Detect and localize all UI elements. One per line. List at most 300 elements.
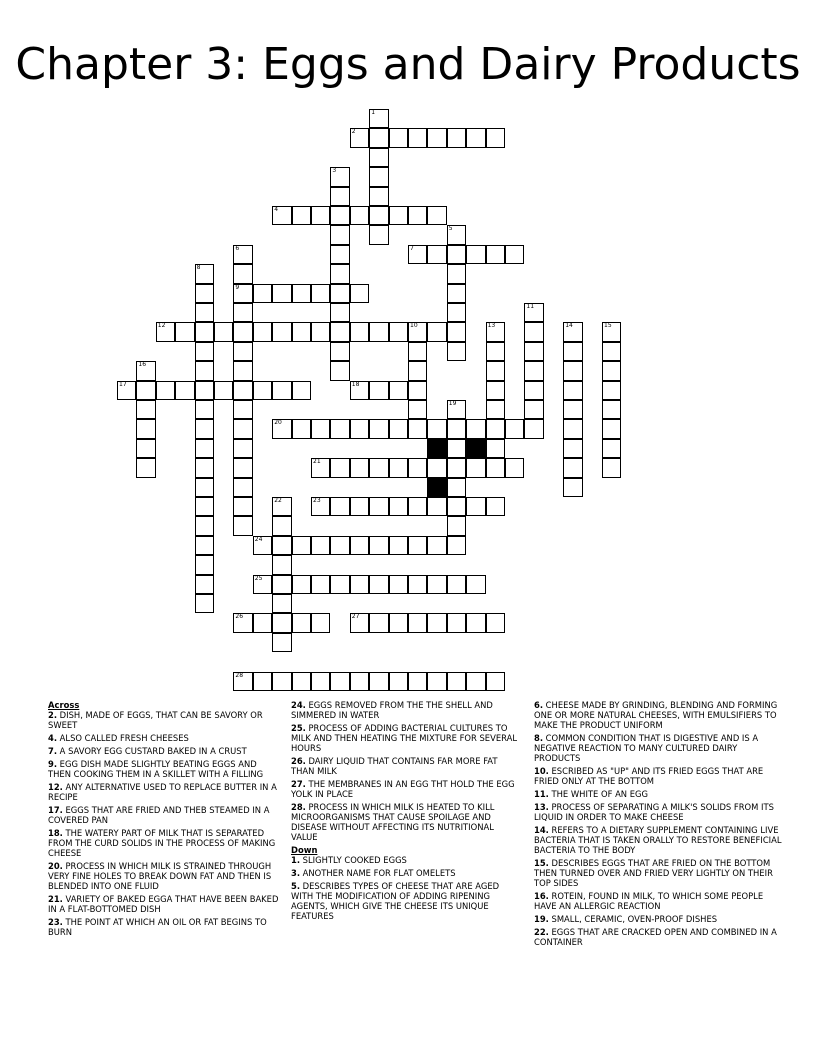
clue-number: 22	[274, 497, 282, 504]
grid-cell[interactable]	[563, 361, 582, 380]
clue-text: A SAVORY EGG CUSTARD BAKED IN A CRUST	[57, 746, 247, 756]
grid-cell[interactable]	[195, 516, 214, 535]
grid-cell[interactable]	[253, 284, 272, 303]
grid-cell[interactable]	[136, 381, 155, 400]
grid-cell[interactable]	[447, 225, 466, 244]
grid-cell[interactable]	[466, 613, 485, 632]
grid-cell[interactable]	[466, 458, 485, 477]
grid-cell[interactable]	[350, 672, 369, 691]
grid-cell[interactable]	[330, 225, 349, 244]
grid-cell[interactable]	[330, 303, 349, 322]
clue-number-label: 7.	[48, 746, 58, 756]
clue-text: PROCESS OF ADDING BACTERIAL CULTURES TO MILK AND THEN HEATING THE MIXTURE FOR SEVERAL HOURS	[291, 723, 517, 753]
grid-cell[interactable]	[195, 419, 214, 438]
grid-cell[interactable]	[330, 536, 349, 555]
grid-cell[interactable]	[505, 245, 524, 264]
grid-cell[interactable]	[330, 342, 349, 361]
clue-number-label: 4.	[48, 732, 58, 743]
grid-cell[interactable]	[563, 381, 582, 400]
grid-cell[interactable]	[389, 536, 408, 555]
grid-cell[interactable]	[563, 478, 582, 497]
clue-text: THE WATERY PART OF MILK THAT IS SEPARATED FROM THE CURD SOLIDS IN THE PROCESS OF MAKING CHEESE	[48, 828, 276, 858]
grid-cell[interactable]	[253, 381, 272, 400]
grid-cell[interactable]	[524, 400, 543, 419]
grid-cell[interactable]	[486, 458, 505, 477]
grid-cell[interactable]	[447, 458, 466, 477]
grid-cell[interactable]	[369, 419, 388, 438]
grid-cell[interactable]	[369, 497, 388, 516]
grid-cell[interactable]	[272, 633, 291, 652]
grid-cell[interactable]	[408, 575, 427, 594]
grid-cell[interactable]	[466, 245, 485, 264]
grid-cell[interactable]	[292, 613, 311, 632]
grid-cell[interactable]	[195, 400, 214, 419]
grid-cell[interactable]	[447, 672, 466, 691]
grid-cell[interactable]	[389, 672, 408, 691]
grid-cell[interactable]	[408, 497, 427, 516]
grid-cell[interactable]	[233, 419, 252, 438]
grid-cell[interactable]	[117, 381, 136, 400]
grid-cell[interactable]	[408, 245, 427, 264]
grid-cell[interactable]	[447, 575, 466, 594]
grid-cell[interactable]	[447, 613, 466, 632]
grid-cell[interactable]	[195, 264, 214, 283]
clue-item	[534, 767, 782, 787]
grid-cell[interactable]	[427, 575, 446, 594]
grid-cell[interactable]	[427, 536, 446, 555]
across-heading: Across	[48, 700, 80, 710]
clue-number-label: 8.	[534, 732, 544, 743]
grid-cell[interactable]	[389, 322, 408, 341]
clue-number: 18	[351, 380, 360, 388]
grid-cell[interactable]	[195, 497, 214, 516]
grid-cell[interactable]	[311, 672, 330, 691]
grid-cell[interactable]	[447, 342, 466, 361]
clue-number: 20	[274, 419, 282, 427]
grid-cell[interactable]	[272, 613, 291, 632]
grid-cell[interactable]	[389, 613, 408, 632]
grid-cell[interactable]	[195, 575, 214, 594]
grid-cell[interactable]	[427, 497, 446, 516]
clue-item	[48, 711, 280, 731]
grid-cell[interactable]	[272, 555, 291, 574]
grid-cell[interactable]	[563, 400, 582, 419]
clue-number: 1	[371, 109, 376, 116]
clue-text: DESCRIBES EGGS THAT ARE FRIED ON THE BOTTOM THEN TURNED OVER AND FRIED VERY LIGHTLY ON THEIR TOP SIDES	[534, 857, 773, 888]
grid-cell[interactable]	[466, 419, 485, 438]
grid-cell[interactable]	[195, 536, 214, 555]
grid-cell[interactable]	[602, 400, 621, 419]
grid-cell[interactable]	[195, 478, 214, 497]
grid-cell[interactable]	[330, 458, 349, 477]
grid-cell[interactable]	[408, 361, 427, 380]
grid-cell[interactable]	[350, 458, 369, 477]
grid-cell[interactable]	[486, 400, 505, 419]
grid-cell[interactable]	[136, 419, 155, 438]
grid-cell[interactable]	[272, 575, 291, 594]
grid-cell[interactable]	[389, 128, 408, 147]
grid-cell[interactable]	[195, 303, 214, 322]
grid-cell[interactable]	[311, 284, 330, 303]
grid-cell[interactable]	[195, 342, 214, 361]
grid-cell[interactable]	[272, 284, 291, 303]
grid-cell[interactable]	[311, 497, 330, 516]
clue-item	[534, 826, 782, 856]
grid-cell[interactable]	[311, 536, 330, 555]
grid-cell[interactable]	[447, 245, 466, 264]
grid-cell[interactable]	[524, 361, 543, 380]
grid-cell[interactable]	[447, 284, 466, 303]
grid-cell[interactable]	[563, 419, 582, 438]
grid-cell[interactable]	[136, 361, 155, 380]
clue-item	[291, 701, 523, 721]
grid-cell[interactable]	[233, 516, 252, 535]
grid-cell[interactable]	[369, 613, 388, 632]
down-clue-list	[291, 856, 523, 922]
grid-cell[interactable]	[486, 361, 505, 380]
grid-cell[interactable]	[408, 128, 427, 147]
grid-cell[interactable]	[195, 284, 214, 303]
grid-cell[interactable]	[447, 497, 466, 516]
grid-cell[interactable]	[389, 419, 408, 438]
grid-cell[interactable]	[524, 342, 543, 361]
grid-cell[interactable]	[486, 245, 505, 264]
grid-cell[interactable]	[233, 303, 252, 322]
grid-cell[interactable]	[330, 167, 349, 186]
grid-cell[interactable]	[524, 303, 543, 322]
grid-cell[interactable]	[195, 555, 214, 574]
grid-cell[interactable]	[272, 419, 291, 438]
grid-cell[interactable]	[427, 419, 446, 438]
grid-cell[interactable]	[466, 128, 485, 147]
grid-cell[interactable]	[330, 672, 349, 691]
grid-cell[interactable]	[408, 536, 427, 555]
grid-cell[interactable]	[233, 361, 252, 380]
clue-number-label: 11.	[534, 788, 549, 799]
grid-cell[interactable]	[292, 206, 311, 225]
grid-cell[interactable]	[369, 148, 388, 167]
grid-cell[interactable]	[311, 419, 330, 438]
grid-cell[interactable]	[253, 536, 272, 555]
grid-cell[interactable]	[369, 536, 388, 555]
grid-cell[interactable]	[369, 575, 388, 594]
grid-cell[interactable]	[408, 342, 427, 361]
grid-cell[interactable]	[427, 672, 446, 691]
grid-cell[interactable]	[427, 322, 446, 341]
grid-cell[interactable]	[524, 381, 543, 400]
grid-cell[interactable]	[602, 458, 621, 477]
grid-cell[interactable]	[292, 381, 311, 400]
grid-cell[interactable]	[156, 381, 175, 400]
grid-cell[interactable]	[233, 439, 252, 458]
clue-item	[48, 918, 280, 938]
grid-cell[interactable]	[486, 672, 505, 691]
grid-cell[interactable]	[427, 206, 446, 225]
grid-cell[interactable]	[233, 672, 252, 691]
grid-cell[interactable]	[330, 245, 349, 264]
grid-cell[interactable]	[369, 167, 388, 186]
grid-cell[interactable]	[563, 342, 582, 361]
grid-cell[interactable]	[486, 439, 505, 458]
grid-cell[interactable]	[563, 322, 582, 341]
grid-cell[interactable]	[330, 187, 349, 206]
grid-cell[interactable]	[195, 361, 214, 380]
clue-number-label: 18.	[48, 828, 63, 839]
grid-cell[interactable]	[272, 206, 291, 225]
grid-cell[interactable]	[427, 128, 446, 147]
grid-cell[interactable]	[156, 322, 175, 341]
grid-cell[interactable]	[292, 575, 311, 594]
grid-cell[interactable]	[311, 575, 330, 594]
grid-cell[interactable]	[175, 381, 194, 400]
clue-number-label: 12.	[48, 782, 63, 793]
clue-number-label: 15.	[534, 857, 549, 868]
clue-number: 13	[487, 322, 496, 330]
grid-cell[interactable]	[408, 672, 427, 691]
grid-cell[interactable]	[195, 458, 214, 477]
grid-cell[interactable]	[389, 575, 408, 594]
grid-cell[interactable]	[563, 439, 582, 458]
clue-text: SLIGHTLY COOKED EGGS	[300, 854, 407, 865]
grid-cell[interactable]	[233, 400, 252, 419]
grid-cell[interactable]	[486, 128, 505, 147]
grid-cell[interactable]	[408, 613, 427, 632]
grid-cell[interactable]	[136, 439, 155, 458]
grid-cell[interactable]	[602, 381, 621, 400]
clues-column-2	[291, 701, 523, 925]
grid-cell[interactable]	[563, 458, 582, 477]
grid-cell[interactable]	[389, 206, 408, 225]
grid-cell[interactable]	[486, 613, 505, 632]
clue-number: 26	[235, 613, 244, 621]
clue-number: 16	[138, 361, 147, 369]
clue-number-label: 2.	[48, 709, 58, 720]
grid-cell[interactable]	[136, 458, 155, 477]
grid-cell[interactable]	[233, 322, 252, 341]
grid-cell[interactable]	[253, 575, 272, 594]
clue-number: 10	[410, 322, 418, 330]
clue-item	[291, 803, 523, 843]
grid-cell[interactable]	[408, 458, 427, 477]
grid-cell[interactable]	[369, 458, 388, 477]
clue-number: 8	[196, 264, 201, 272]
grid-cell[interactable]	[311, 322, 330, 341]
clue-number-label: 13.	[534, 801, 549, 812]
grid-cell[interactable]	[486, 419, 505, 438]
grid-cell[interactable]	[233, 478, 252, 497]
across-clue-list-continued	[291, 701, 523, 843]
clue-number-label: 21.	[48, 893, 63, 904]
grid-cell[interactable]	[350, 284, 369, 303]
grid-cell[interactable]	[136, 400, 155, 419]
grid-cell[interactable]	[253, 322, 272, 341]
grid-cell[interactable]	[272, 536, 291, 555]
grid-cell[interactable]	[389, 458, 408, 477]
grid-cell[interactable]	[330, 206, 349, 225]
grid-cell[interactable]	[272, 497, 291, 516]
grid-cell[interactable]	[466, 497, 485, 516]
grid-cell[interactable]	[447, 264, 466, 283]
grid-cell[interactable]	[272, 594, 291, 613]
clue-number-label: 3.	[291, 867, 301, 878]
grid-cell[interactable]	[389, 497, 408, 516]
grid-cell[interactable]	[330, 419, 349, 438]
grid-cell[interactable]	[253, 613, 272, 632]
clue-text: VARIETY OF BAKED EGGA THAT HAVE BEEN BAKED IN A FLAT-BOTTOMED DISH	[48, 893, 279, 914]
grid-cell[interactable]	[369, 381, 388, 400]
grid-cell[interactable]	[447, 478, 466, 497]
grid-cell[interactable]	[330, 264, 349, 283]
grid-cell[interactable]	[311, 458, 330, 477]
grid-cell[interactable]	[602, 342, 621, 361]
grid-cell[interactable]	[330, 284, 349, 303]
grid-cell[interactable]	[369, 322, 388, 341]
grid-cell[interactable]	[408, 322, 427, 341]
grid-cell[interactable]	[214, 322, 233, 341]
clues-column-3	[534, 701, 782, 951]
grid-cell[interactable]	[447, 516, 466, 535]
clue-number-label: 16.	[534, 890, 549, 901]
grid-cell[interactable]	[524, 419, 543, 438]
grid-cell[interactable]	[369, 128, 388, 147]
clue-item	[291, 856, 523, 866]
grid-cell[interactable]	[427, 613, 446, 632]
clue-item	[291, 882, 523, 922]
grid-cell[interactable]	[330, 575, 349, 594]
grid-cell[interactable]	[427, 458, 446, 477]
clue-number: 5	[448, 225, 453, 233]
clue-item	[48, 862, 280, 892]
grid-cell[interactable]	[447, 303, 466, 322]
grid-cell[interactable]	[214, 381, 233, 400]
grid-cell[interactable]	[195, 439, 214, 458]
down-heading: Down	[291, 844, 318, 855]
grid-cell[interactable]	[408, 419, 427, 438]
grid-cell[interactable]	[350, 381, 369, 400]
grid-cell[interactable]	[292, 672, 311, 691]
clue-text: ESCRIBED AS "UP" AND ITS FRIED EGGS THAT ARE FRIED ONLY AT THE BOTTOM	[534, 765, 764, 786]
grid-cell[interactable]	[292, 419, 311, 438]
grid-cell[interactable]	[602, 439, 621, 458]
grid-cell[interactable]	[408, 400, 427, 419]
grid-cell[interactable]	[369, 109, 388, 128]
clue-item	[48, 895, 280, 915]
grid-cell[interactable]	[486, 342, 505, 361]
grid-cell[interactable]	[233, 458, 252, 477]
grid-cell[interactable]	[350, 419, 369, 438]
grid-cell[interactable]	[292, 284, 311, 303]
grid-cell[interactable]	[292, 536, 311, 555]
grid-cell[interactable]	[350, 206, 369, 225]
grid-cell[interactable]	[447, 536, 466, 555]
grid-cell[interactable]	[272, 381, 291, 400]
grid-cell[interactable]	[272, 322, 291, 341]
clue-text: THE POINT AT WHICH AN OIL OR FAT BEGINS TO BURN	[48, 916, 267, 937]
grid-cell[interactable]	[175, 322, 194, 341]
grid-cell[interactable]	[486, 497, 505, 516]
clue-item	[48, 783, 280, 803]
grid-cell[interactable]	[233, 284, 252, 303]
grid-cell[interactable]	[330, 361, 349, 380]
grid-cell[interactable]	[408, 381, 427, 400]
grid-cell[interactable]	[233, 245, 252, 264]
clue-number-label: 9.	[48, 759, 58, 770]
clue-number: 19	[448, 400, 457, 407]
grid-cell[interactable]	[524, 322, 543, 341]
grid-cell[interactable]	[350, 128, 369, 147]
grid-cell[interactable]	[195, 381, 214, 400]
grid-cell[interactable]	[369, 672, 388, 691]
clue-number: 24	[254, 535, 263, 543]
grid-cell[interactable]	[292, 322, 311, 341]
clue-item	[534, 928, 782, 948]
grid-cell[interactable]	[330, 322, 349, 341]
clue-number-label: 28.	[291, 801, 306, 812]
clues-column-1	[48, 701, 280, 941]
clue-number: 23	[313, 497, 321, 504]
clue-number-label: 25.	[291, 723, 306, 733]
grid-cell[interactable]	[233, 613, 252, 632]
grid-cell[interactable]	[447, 322, 466, 341]
grid-cell[interactable]	[505, 458, 524, 477]
grid-cell[interactable]	[350, 322, 369, 341]
clue-number-label: 6.	[534, 700, 544, 710]
grid-cell[interactable]	[311, 613, 330, 632]
grid-cell[interactable]	[350, 536, 369, 555]
grid-cell[interactable]	[330, 497, 349, 516]
grid-cell[interactable]	[602, 419, 621, 438]
clue-number: 14	[565, 322, 573, 330]
clue-item	[534, 892, 782, 912]
grid-cell[interactable]	[233, 381, 252, 400]
grid-cell[interactable]	[486, 381, 505, 400]
grid-cell[interactable]	[272, 672, 291, 691]
clue-item	[291, 724, 523, 754]
grid-cell[interactable]	[369, 187, 388, 206]
grid-cell[interactable]	[447, 128, 466, 147]
grid-cell[interactable]	[602, 322, 621, 341]
grid-cell[interactable]	[447, 419, 466, 438]
grid-cell[interactable]	[195, 594, 214, 613]
grid-cell[interactable]	[486, 322, 505, 341]
grid-cell[interactable]	[369, 206, 388, 225]
grid-cell[interactable]	[427, 245, 446, 264]
clue-text: EGG DISH MADE SLIGHTLY BEATING EGGS AND THEN COOKING THEM IN A SKILLET WITH A FILLING	[48, 759, 264, 779]
grid-cell[interactable]	[233, 497, 252, 516]
grid-cell[interactable]	[311, 206, 330, 225]
grid-cell[interactable]	[350, 613, 369, 632]
grid-cell[interactable]	[389, 381, 408, 400]
grid-cell[interactable]	[195, 322, 214, 341]
clue-item	[291, 757, 523, 777]
grid-cell[interactable]	[272, 516, 291, 535]
grid-cell[interactable]	[350, 575, 369, 594]
grid-cell[interactable]	[447, 400, 466, 419]
grid-cell[interactable]	[369, 225, 388, 244]
grid-cell[interactable]	[350, 497, 369, 516]
grid-cell[interactable]	[233, 264, 252, 283]
grid-cell[interactable]	[466, 672, 485, 691]
clue-number: 6	[235, 244, 240, 252]
grid-cell[interactable]	[466, 575, 485, 594]
grid-cell[interactable]	[233, 342, 252, 361]
clue-number-label: 24.	[291, 700, 306, 710]
grid-cell[interactable]	[602, 361, 621, 380]
grid-cell[interactable]	[505, 419, 524, 438]
grid-cell[interactable]	[447, 439, 466, 458]
grid-cell[interactable]	[253, 672, 272, 691]
grid-cell[interactable]	[408, 206, 427, 225]
